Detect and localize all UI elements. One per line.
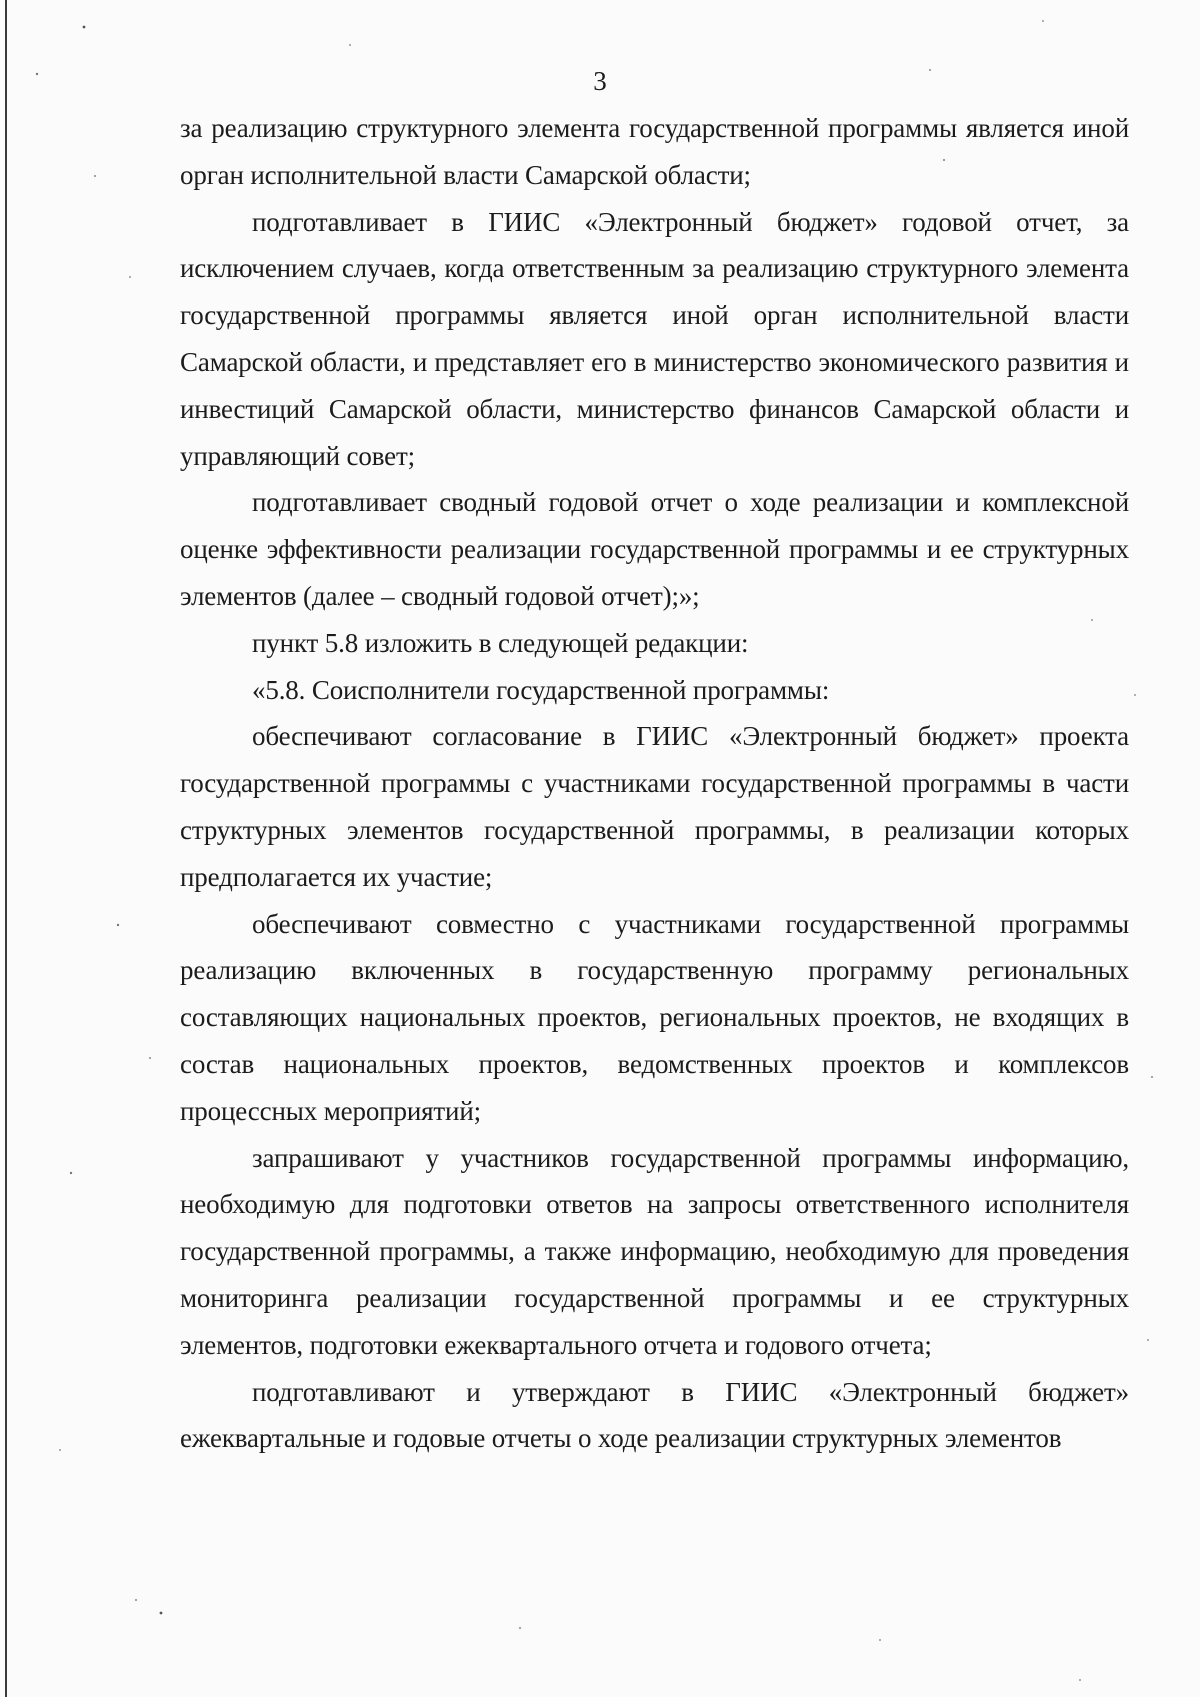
paragraph-5: «5.8. Соисполнители государственной программы: bbox=[252, 674, 830, 705]
paragraph-3: подготавливает сводный годовой отчет о ходе реализации и комплексной оценке эффективности реализации государственной программы и ее структурных элементов (далее – сводный годовой отчет);»; bbox=[180, 487, 1129, 611]
paragraph-1: за реализацию структурного элемента государственной программы является иной орган исполнительной власти Самарской области; bbox=[180, 113, 1129, 190]
paragraph-8: запрашивают у участников государственной программы информацию, необходимую для подготовки ответов на запросы ответственного исполнителя государственной программы, а также информацию, необходимую для проведения мониторинга реализации государственной программы и ее структурных элементов, подготовки ежеквартального отчета и годового отчета; bbox=[180, 1142, 1129, 1360]
paragraph-7: обеспечивают совместно с участниками государственной программы реализацию включенных в государственную программу региональных составляющих национальных проектов, региональных проектов, не входящих в состав национальных проектов, ведомственных проектов и комплексов процессных мероприятий; bbox=[180, 908, 1129, 1126]
document-body bbox=[180, 105, 1129, 1462]
paragraph-2: подготавливает в ГИИС «Электронный бюджет» годовой отчет, за исключением случаев, когда ответственным за реализацию структурного элемента государственной программы является иной орган исполнительной власти Самарской области, и представляет его в министерство экономического развития и инвестиций Самарской области, министерство финансов Самарской области и управляющий совет; bbox=[180, 206, 1129, 471]
paragraph-9: подготавливают и утверждают в ГИИС «Электронный бюджет» ежеквартальные и годовые отчеты о ходе реализации структурных элементов bbox=[180, 1376, 1129, 1454]
paragraph-6: обеспечивают согласование в ГИИС «Электронный бюджет» проекта государственной программы с участниками государственной программы в части структурных элементов государственной программы, в реализации которых предполагается их участие; bbox=[180, 721, 1129, 892]
page-number: 3 bbox=[593, 66, 607, 96]
paragraph-4: пункт 5.8 изложить в следующей редакции: bbox=[252, 627, 749, 658]
